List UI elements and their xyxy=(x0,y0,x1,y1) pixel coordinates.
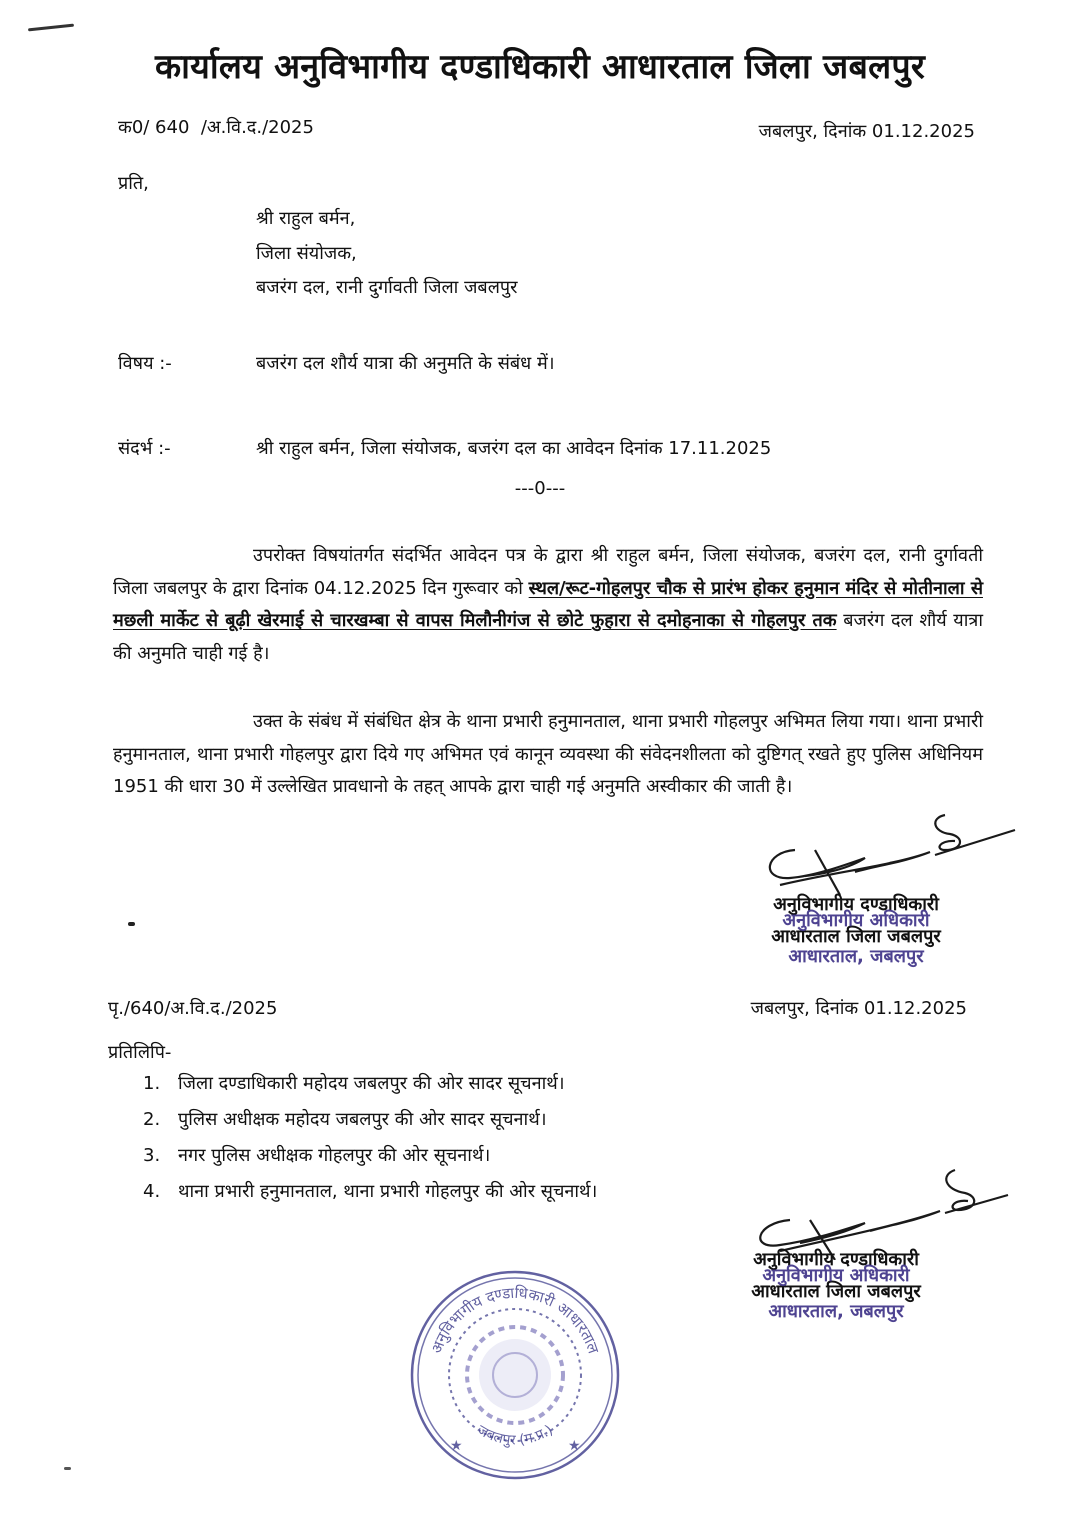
paragraph-1-intro: उपरोक्त विषयांतर्गत संदर्भित आवेदन पत्र के द्वारा श्री राहुल बर्मन, जिला संयोजक, बजरंग दल, रानी दुर्गावती जिला जबलपुर के द्वारा दिनांक 04.12.2025 दिन गुरूवार को xyxy=(113,545,983,599)
signature-1 xyxy=(755,810,1025,900)
ink-speck xyxy=(64,1467,71,1470)
recipient-name: श्री राहुल बर्मन, xyxy=(256,208,356,229)
subject-label: विषय :- xyxy=(118,353,172,374)
paragraph-2-text: उक्त के संबंध में संबंधित क्षेत्र के थाना प्रभारी हनुमानताल, थाना प्रभारी गोहलपुर अभिमत लिया गया। थाना प्रभारी हनुमानताल, थाना प्रभारी गोहलपुर द्वारा दिये गए अभिमत एवं कानून व्यवस्था की संवेदनशीलता को दुष्टिगत् रखते हुए पुलिस अधिनियम 1951 की धारा 30 में उल्लेखित प्रावधानो के तहत् आपके द्वारा चाही गई अनुमति अस्वीकार की जाती है। xyxy=(113,711,984,797)
signatory-office: आधारताल जिला जबलपुर xyxy=(751,1281,921,1302)
seal-bottom-text: जबलपुर (म.प्र.) xyxy=(474,1422,556,1449)
copy-list xyxy=(143,1066,597,1210)
seal-outer-text: अनुविभागीय दण्डाधिकारी आधारताल xyxy=(427,1283,603,1356)
copy-heading: प्रतिलिपि- xyxy=(108,1042,172,1063)
signatory-title: अनुविभागीय दण्डाधिकारी xyxy=(773,894,939,915)
signatory-block-2 xyxy=(706,1250,966,1322)
stamp-designation: अनुविभागीय अधिकारी xyxy=(762,1265,910,1286)
body-paragraph-2 xyxy=(113,706,983,804)
copy-list-item xyxy=(143,1174,597,1210)
margin-mark xyxy=(28,24,74,32)
copy-list-item xyxy=(143,1138,597,1174)
recipient-organization: बजरंग दल, रानी दुर्गावती जिला जबलपुर xyxy=(256,277,518,298)
item-text: जिला दण्डाधिकारी महोदय जबलपुर की ओर सादर सूचनार्थ। xyxy=(178,1073,565,1094)
official-seal xyxy=(408,1268,622,1482)
stamp-designation: अनुविभागीय अधिकारी xyxy=(782,910,930,931)
subject-text: बजरंग दल शौर्य यात्रा की अनुमति के संबंध में। xyxy=(256,353,555,374)
body-paragraph-1 xyxy=(113,540,983,670)
stamp-location: आधारताल, जबलपुर xyxy=(788,946,924,967)
letter-date: जबलपुर, दिनांक 01.12.2025 xyxy=(758,121,975,142)
item-number: 2. xyxy=(143,1109,161,1130)
copy-list-item xyxy=(143,1102,597,1138)
seal-star-icon: ★ xyxy=(450,1438,463,1454)
signature-2 xyxy=(740,1165,1010,1260)
signatory-block-1 xyxy=(726,895,986,967)
stamp-location: आधारताल, जबलपुर xyxy=(768,1301,904,1322)
ink-speck xyxy=(128,922,135,926)
copy-list-item xyxy=(143,1066,597,1102)
seal-star-icon: ★ xyxy=(568,1438,581,1454)
reference-label: संदर्भ :- xyxy=(118,438,171,459)
recipient-designation: जिला संयोजक, xyxy=(256,243,357,264)
item-number: 3. xyxy=(143,1145,161,1166)
signatory-office: आधारताल जिला जबलपुर xyxy=(771,926,941,947)
item-text: थाना प्रभारी हनुमानताल, थाना प्रभारी गोहलपुर की ओर सूचनार्थ। xyxy=(178,1181,598,1202)
item-text: पुलिस अधीक्षक महोदय जबलपुर की ओर सादर सूचनार्थ। xyxy=(178,1109,547,1130)
signatory-title: अनुविभागीय दण्डाधिकारी xyxy=(753,1249,919,1270)
item-number: 4. xyxy=(143,1181,161,1202)
paragraph-1-outro: बजरंग दल शौर्य यात्रा की अनुमति चाही गई है। xyxy=(113,610,983,664)
copy-letter-date: जबलपुर, दिनांक 01.12.2025 xyxy=(750,998,967,1019)
section-divider: ---0--- xyxy=(514,478,566,499)
reference-number: क0/ 640 /अ.वि.द./2025 xyxy=(118,117,314,138)
item-number: 1. xyxy=(143,1073,161,1094)
copy-reference-number: पृ./640/अ.वि.द./2025 xyxy=(108,998,278,1019)
reference-text: श्री राहुल बर्मन, जिला संयोजक, बजरंग दल का आवेदन दिनांक 17.11.2025 xyxy=(256,438,772,459)
item-text: नगर पुलिस अधीक्षक गोहलपुर की ओर सूचनार्थ। xyxy=(178,1145,491,1166)
office-title: कार्यालय अनुविभागीय दण्डाधिकारी आधारताल जिला जबलपुर xyxy=(155,47,925,87)
route-description: स्थल/रूट-गोहलपुर चौक से प्रारंभ होकर हनुमान मंदिर से मोतीनाला से मछली मार्केट से बूढ़ी खेरमाई से चारखम्बा से वापस मिलौनीगंज से छोटे फुहारा से दमोहनाका से गोहलपुर तक xyxy=(113,577,983,631)
salutation: प्रति, xyxy=(118,173,149,194)
